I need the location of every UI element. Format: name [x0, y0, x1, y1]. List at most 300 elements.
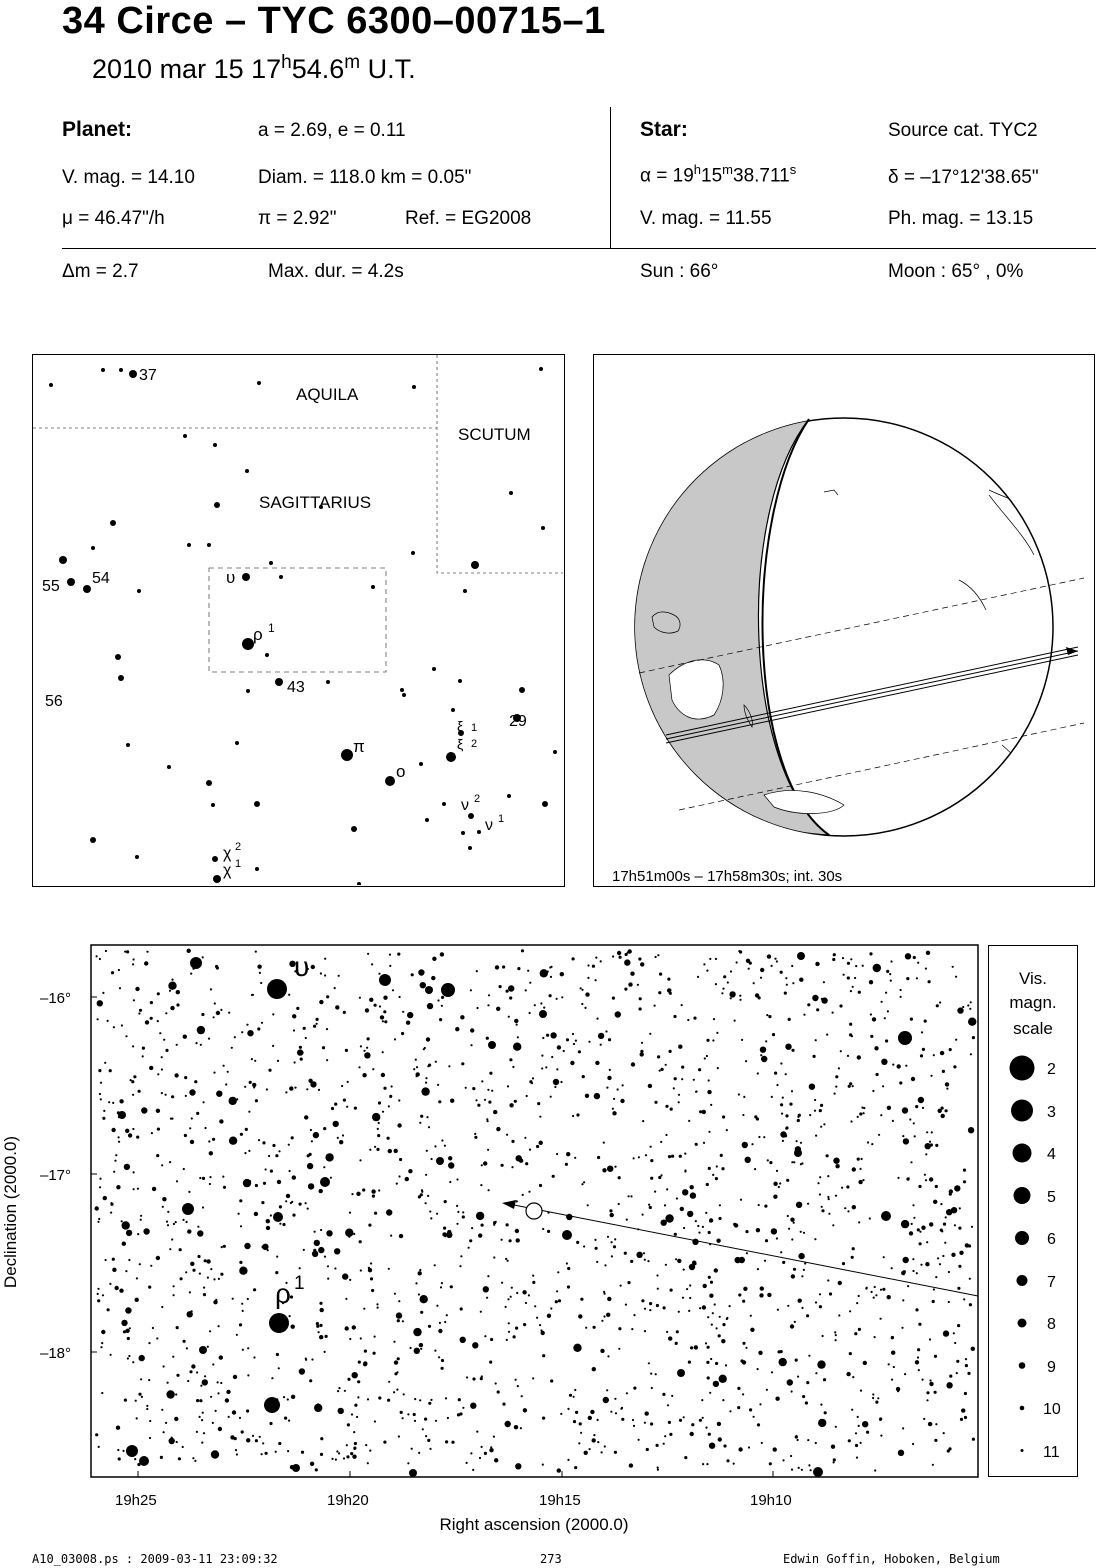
- finder-star: [91, 546, 95, 550]
- detail-star: [443, 1227, 446, 1230]
- detail-star: [630, 1260, 633, 1263]
- detail-star: [791, 1049, 794, 1052]
- detail-star: [929, 1177, 933, 1181]
- detail-star: [695, 1143, 698, 1146]
- detail-star: [909, 1118, 911, 1120]
- detail-star: [671, 1155, 674, 1158]
- detail-star: [511, 1166, 513, 1168]
- scale-label-6: 6: [1047, 1231, 1056, 1248]
- detail-star: [212, 1138, 215, 1141]
- detail-star: [444, 1321, 446, 1323]
- detail-star: [444, 1200, 447, 1203]
- detail-star: [219, 1119, 223, 1123]
- detail-star: [176, 1374, 179, 1377]
- detail-star: [139, 1009, 142, 1012]
- detail-star: [203, 1432, 205, 1434]
- detail-star: [145, 1020, 149, 1024]
- detail-star: [354, 1442, 357, 1445]
- detail-star: [132, 1045, 134, 1047]
- event-datetime: 2010 mar 15 17$^h$54.6$^m$ U.T.: [92, 52, 416, 84]
- scale-title-line3: scale: [1013, 1019, 1053, 1038]
- detail-star: [157, 1020, 159, 1022]
- detail-star: [278, 1442, 281, 1445]
- detail-star: [507, 1085, 509, 1087]
- detail-star: [600, 1044, 602, 1046]
- detail-star: [368, 1268, 372, 1272]
- detail-star: [466, 1376, 468, 1378]
- detail-star: [357, 1396, 359, 1398]
- detail-star: [630, 1195, 632, 1197]
- detail-star: [278, 1150, 280, 1152]
- detail-star: [311, 1140, 313, 1142]
- detail-star: [150, 1017, 153, 1020]
- detail-star: [718, 1334, 721, 1337]
- scale-label-11: 11: [1043, 1444, 1060, 1461]
- detail-star: [893, 1366, 895, 1368]
- detail-star: [874, 1046, 878, 1050]
- detail-star: [891, 1336, 894, 1339]
- detail-star: [797, 1439, 799, 1441]
- detail-star: [217, 1392, 219, 1394]
- detail-star: [316, 1018, 319, 1021]
- detail-star: [283, 1396, 285, 1398]
- detail-star: [637, 984, 639, 986]
- detail-star: [448, 1065, 450, 1067]
- detail-star: [607, 1236, 609, 1238]
- detail-star: [847, 976, 850, 979]
- detail-star: [156, 1256, 160, 1260]
- detail-star: [369, 1450, 371, 1452]
- detail-star: [608, 1038, 611, 1041]
- delta-magnitude: Δm = 2.7: [62, 261, 139, 282]
- detail-star: [760, 1047, 766, 1053]
- finder-star: [187, 543, 191, 547]
- detail-star: [708, 1167, 711, 1170]
- detail-star: [128, 1259, 130, 1261]
- detail-star: [707, 1090, 711, 1094]
- detail-star: [639, 1007, 642, 1010]
- scale-dot-mag-7: [1017, 1275, 1028, 1286]
- detail-star: [934, 1355, 937, 1358]
- detail-star: [695, 1220, 697, 1222]
- detail-star: [103, 1196, 107, 1200]
- star-label-nu2-index: 2: [474, 793, 481, 805]
- detail-star: [201, 1442, 203, 1444]
- detail-star: [594, 1093, 600, 1099]
- detail-star: [352, 1455, 356, 1459]
- detail-star: [712, 1312, 714, 1314]
- detail-star: [182, 1446, 184, 1448]
- detail-star: [324, 1351, 326, 1353]
- detail-star: [127, 1357, 129, 1359]
- detail-star: [612, 955, 614, 957]
- detail-star: [644, 1259, 646, 1261]
- detail-star: [800, 1231, 802, 1233]
- detail-star: [339, 1140, 343, 1144]
- detail-star: [318, 1331, 320, 1333]
- detail-star: [406, 1021, 410, 1025]
- detail-star: [838, 1281, 842, 1285]
- detail-star: [887, 1106, 891, 1110]
- detail-star: [860, 1390, 862, 1392]
- planet-vmag: V. mag. = 14.10: [62, 167, 195, 188]
- detail-star: [138, 1393, 141, 1396]
- detail-star: [136, 1417, 138, 1419]
- detail-star: [195, 1042, 197, 1044]
- detail-star: [849, 1310, 851, 1312]
- detail-star: [161, 1164, 163, 1166]
- finder-star: [412, 385, 416, 389]
- detail-star: [545, 1066, 547, 1068]
- globe-svg: [594, 355, 1094, 885]
- detail-star: [703, 1142, 705, 1144]
- detail-star: [926, 1131, 928, 1133]
- detail-star: [638, 1439, 640, 1441]
- detail-star: [814, 1099, 816, 1101]
- detail-star: [426, 1116, 428, 1118]
- detail-star: [782, 1140, 784, 1142]
- detail-star: [435, 1420, 437, 1422]
- detail-star: [341, 1085, 343, 1087]
- detail-star: [722, 988, 724, 990]
- detail-star: [877, 1397, 879, 1399]
- detail-star: [299, 1046, 302, 1049]
- detail-star: [202, 956, 204, 958]
- detail-star: [171, 979, 173, 981]
- detail-star: [948, 1301, 950, 1303]
- detail-star: [163, 1431, 165, 1433]
- detail-star: [319, 1302, 322, 1305]
- detail-star: [585, 1327, 587, 1329]
- detail-star: [760, 977, 762, 979]
- detail-star: [547, 1230, 550, 1233]
- detail-star: [576, 1241, 579, 1244]
- detail-star: [334, 1103, 337, 1106]
- detail-star: [859, 1112, 862, 1115]
- detail-star: [197, 1255, 200, 1258]
- detail-star: [265, 1452, 268, 1455]
- detail-star: [773, 1195, 777, 1199]
- finder-star: [212, 856, 218, 862]
- detail-star: [380, 1015, 384, 1019]
- detail-star: [313, 1249, 316, 1252]
- detail-star: [140, 1215, 142, 1217]
- detail-star: [720, 1154, 723, 1157]
- detail-star: [97, 1000, 103, 1006]
- detail-star: [683, 1416, 685, 1418]
- detail-star: [200, 1044, 202, 1046]
- detail-star: [148, 1342, 150, 1344]
- detail-star: [754, 1168, 756, 1170]
- detail-star: [217, 1381, 219, 1383]
- detail-star: [97, 1018, 99, 1020]
- detail-star: [438, 1329, 442, 1333]
- detail-star: [176, 1044, 178, 1046]
- detail-star: [288, 1144, 290, 1146]
- detail-star: [511, 1140, 514, 1143]
- star-phmag: Ph. mag. = 13.15: [888, 208, 1034, 229]
- detail-star: [252, 1435, 254, 1437]
- detail-star: [673, 1015, 676, 1018]
- detail-star: [965, 1358, 967, 1360]
- detail-star: [363, 1050, 365, 1052]
- detail-star: [425, 1082, 427, 1084]
- detail-star: [826, 1034, 828, 1036]
- detail-star: [751, 1143, 753, 1145]
- star-label-54: 54: [92, 570, 110, 587]
- detail-star: [584, 1451, 588, 1455]
- detail-star: [446, 1314, 448, 1316]
- detail-star: [109, 1283, 111, 1285]
- detail-star: [828, 1213, 830, 1215]
- detail-star: [529, 1012, 531, 1014]
- detail-star: [832, 958, 835, 961]
- scale-label-3: 3: [1047, 1104, 1056, 1121]
- detail-star: [955, 1039, 957, 1041]
- detail-star: [557, 1271, 559, 1273]
- detail-star: [793, 1268, 796, 1271]
- detail-star: [957, 1324, 960, 1327]
- detail-star: [846, 1372, 850, 1376]
- detail-star: [539, 1141, 543, 1145]
- detail-star: [624, 988, 627, 991]
- detail-star: [713, 1018, 715, 1020]
- detail-star: [628, 982, 632, 986]
- detail-star: [832, 1012, 834, 1014]
- detail-star: [971, 1226, 973, 1228]
- detail-star: [484, 1099, 486, 1101]
- detail-star: [521, 1395, 523, 1397]
- detail-bright-star: [118, 1111, 126, 1119]
- detail-star: [588, 1041, 590, 1043]
- detail-star: [891, 1267, 893, 1269]
- detail-star: [148, 1286, 151, 1289]
- detail-star: [907, 1285, 909, 1287]
- detail-star: [476, 970, 478, 972]
- detail-star: [293, 1029, 295, 1031]
- detail-star: [214, 1002, 216, 1004]
- detail-star: [662, 1393, 665, 1396]
- detail-star: [633, 1314, 635, 1316]
- detail-star: [305, 1037, 307, 1039]
- detail-star: [880, 1435, 882, 1437]
- detail-star: [918, 1097, 924, 1103]
- detail-star: [566, 1152, 570, 1156]
- scale-dot-mag-5: [1014, 1187, 1031, 1204]
- detail-star: [681, 1066, 684, 1069]
- star-label-upsilon: υ: [226, 568, 236, 587]
- detail-star: [440, 952, 444, 956]
- detail-star: [239, 1267, 247, 1275]
- finder-star: [461, 831, 465, 835]
- detail-star: [816, 1008, 819, 1011]
- detail-star: [949, 1375, 952, 1378]
- detail-star: [114, 1160, 116, 1162]
- detail-star: [476, 1007, 478, 1009]
- detail-star: [587, 977, 589, 979]
- detail-star: [715, 958, 717, 960]
- detail-star: [647, 1260, 649, 1262]
- detail-star: [476, 1212, 484, 1220]
- detail-star: [172, 1356, 174, 1358]
- detail-star: [926, 1399, 928, 1401]
- detail-star: [128, 1133, 132, 1137]
- detail-star: [931, 1131, 933, 1133]
- detail-star: [418, 969, 424, 975]
- detail-star: [442, 1232, 446, 1236]
- detail-star: [509, 1058, 512, 1061]
- detail-star: [194, 1080, 197, 1083]
- detail-star: [856, 1457, 858, 1459]
- detail-star: [946, 1088, 948, 1090]
- detail-star: [457, 1413, 460, 1416]
- detail-star: [447, 1417, 449, 1419]
- detail-star: [954, 1224, 956, 1226]
- detail-star: [925, 1179, 927, 1181]
- detail-star: [592, 1438, 596, 1442]
- detail-star: [286, 1194, 290, 1198]
- detail-star: [367, 1398, 369, 1400]
- detail-star: [872, 1397, 874, 1399]
- detail-star: [706, 1361, 709, 1364]
- detail-star: [573, 1396, 575, 1398]
- detail-star: [165, 1049, 168, 1052]
- detail-star: [763, 1136, 765, 1138]
- detail-star: [835, 1164, 839, 1168]
- detail-star: [367, 1037, 370, 1040]
- detail-star: [420, 1295, 428, 1303]
- finder-star: [67, 578, 75, 586]
- detail-star: [854, 1332, 857, 1335]
- detail-star: [815, 1301, 817, 1303]
- detail-star: [566, 1214, 572, 1220]
- detail-star: [697, 976, 699, 978]
- detail-star: [874, 1336, 876, 1338]
- detail-star: [832, 1224, 834, 1226]
- detail-star: [873, 964, 881, 972]
- detail-star: [387, 1399, 390, 1402]
- detail-star: [448, 1162, 454, 1168]
- detail-star: [353, 1448, 355, 1450]
- finder-star: [137, 589, 141, 593]
- detail-star: [910, 1161, 912, 1163]
- detail-star: [702, 1110, 706, 1114]
- detail-star: [657, 1055, 660, 1058]
- detail-star: [191, 1117, 193, 1119]
- detail-star: [319, 1335, 323, 1339]
- detail-star: [99, 1178, 101, 1180]
- finder-star: [90, 837, 96, 843]
- detail-star: [169, 1161, 171, 1163]
- detail-star: [681, 1078, 683, 1080]
- detail-star: [806, 1314, 809, 1317]
- detail-star: [597, 1156, 600, 1159]
- detail-star: [933, 1054, 935, 1056]
- detail-star: [614, 1238, 616, 1240]
- detail-star: [149, 1066, 153, 1070]
- detail-star: [779, 1358, 787, 1366]
- finder-star: [167, 765, 171, 769]
- detail-star: [759, 1403, 761, 1405]
- detail-star: [489, 1072, 492, 1075]
- detail-star: [689, 1297, 691, 1299]
- star-label-omicron: ο: [396, 762, 406, 781]
- detail-star: [740, 1199, 742, 1201]
- detail-star: [774, 958, 776, 960]
- detail-star: [115, 1154, 117, 1156]
- detail-star: [955, 976, 957, 978]
- detail-star: [873, 1297, 875, 1299]
- detail-bright-star: [797, 952, 805, 960]
- detail-star: [706, 1463, 708, 1465]
- detail-star: [925, 1153, 927, 1155]
- detail-star: [374, 1212, 377, 1215]
- detail-star: [122, 1450, 124, 1452]
- detail-star: [225, 1398, 229, 1402]
- detail-star: [246, 1438, 250, 1442]
- detail-star: [823, 981, 825, 983]
- finder-star: [214, 502, 220, 508]
- detail-star: [521, 949, 524, 952]
- detail-star: [567, 1267, 570, 1270]
- detail-star: [573, 1420, 576, 1423]
- detail-star: [287, 1398, 289, 1400]
- detail-star: [116, 1185, 120, 1189]
- detail-star: [912, 1270, 914, 1272]
- detail-star: [343, 1011, 346, 1014]
- detail-star: [684, 1170, 686, 1172]
- detail-star: [334, 1248, 340, 1254]
- detail-star: [311, 1358, 313, 1360]
- detail-star: [456, 1178, 458, 1180]
- detail-star: [146, 1405, 148, 1407]
- detail-star: [300, 1058, 303, 1061]
- detail-star: [665, 1264, 667, 1266]
- detail-star: [773, 1182, 777, 1186]
- detail-star: [291, 1395, 295, 1399]
- detail-star: [190, 1262, 194, 1266]
- detail-star: [516, 1200, 518, 1202]
- detail-star: [305, 1359, 307, 1361]
- detail-star: [389, 954, 391, 956]
- detail-star: [367, 1462, 369, 1464]
- detail-star: [460, 1337, 466, 1343]
- detail-star: [787, 1215, 789, 1217]
- detail-star: [971, 1347, 975, 1351]
- detail-star: [964, 1416, 967, 1419]
- detail-star: [258, 1139, 260, 1141]
- scale-dot-mag-9: [1019, 1362, 1026, 1369]
- detail-star: [138, 1012, 140, 1014]
- detail-star: [141, 1107, 147, 1113]
- detail-star: [707, 1376, 710, 1379]
- detail-star: [431, 976, 435, 980]
- detail-star: [152, 1327, 154, 1329]
- detail-star: [429, 1210, 431, 1212]
- detail-star: [201, 1013, 204, 1016]
- detail-star: [353, 1233, 355, 1235]
- detail-star: [797, 1376, 799, 1378]
- detail-star: [645, 1411, 649, 1415]
- planet-parallax: π = 2.92": [258, 208, 337, 229]
- detail-star: [779, 1182, 781, 1184]
- detail-star: [738, 1093, 740, 1095]
- detail-star: [882, 1288, 885, 1291]
- detail-star: [179, 1248, 182, 1251]
- detail-star: [407, 1413, 409, 1415]
- detail-star: [262, 1244, 268, 1250]
- detail-star: [392, 989, 394, 991]
